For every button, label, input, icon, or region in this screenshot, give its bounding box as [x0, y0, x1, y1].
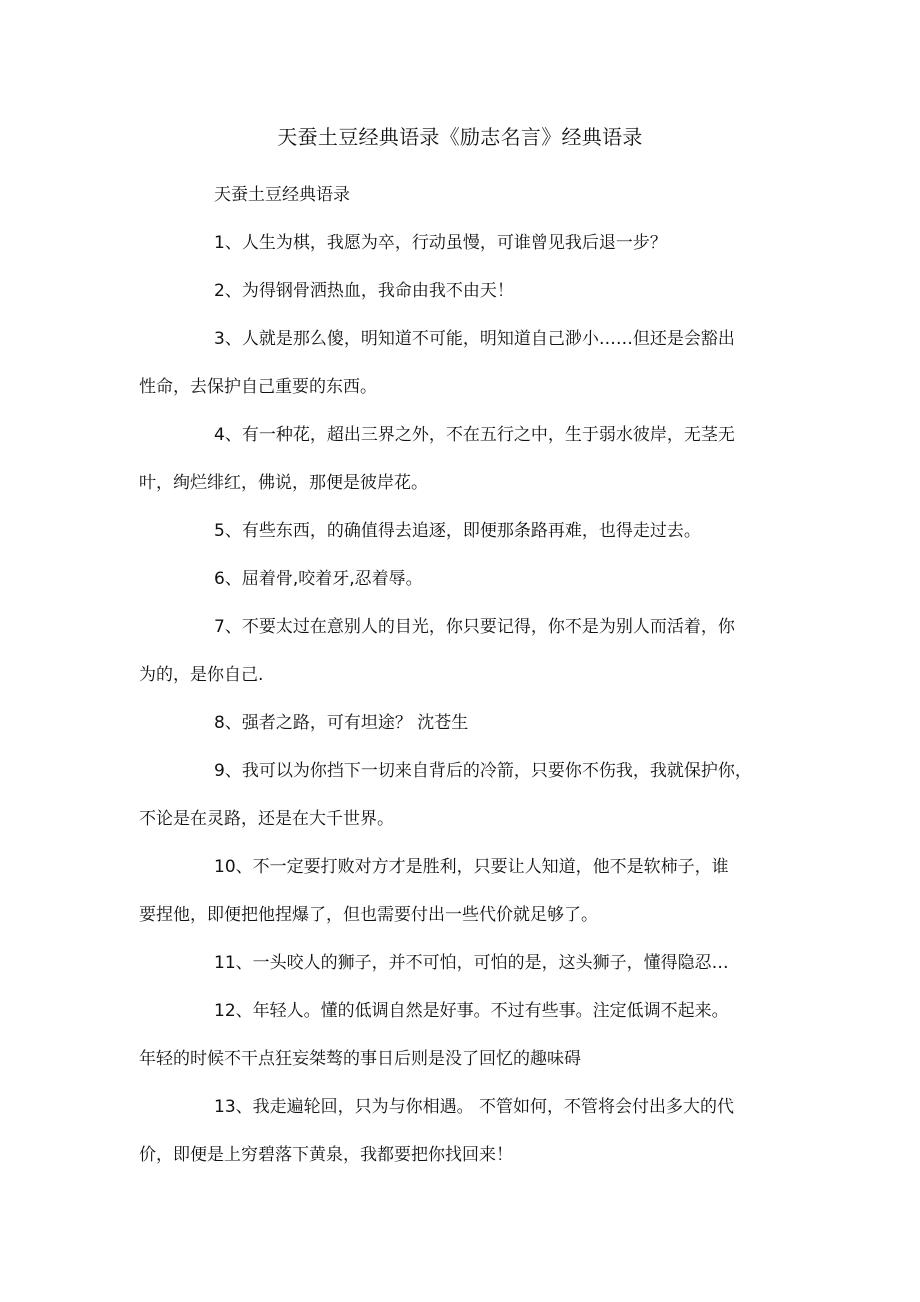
quote-7-line-1: 7、不要太过在意别人的目光，你只要记得，你不是为别人而活着，你 [214, 617, 735, 637]
quote-11: 11、一头咬人的狮子，并不可怕，可怕的是，这头狮子，懂得隐忍… [214, 953, 729, 973]
document-body [139, 171, 799, 1179]
quote-12-line-2: 年轻的时候不干点狂妄桀骜的事日后则是没了回忆的趣味碍 [139, 1049, 581, 1069]
quote-4-line-1: 4、有一种花，超出三界之外，不在五行之中，生于弱水彼岸，无茎无 [214, 425, 735, 445]
quote-5: 5、有些东西，的确值得去追逐，即便那条路再难，也得走过去。 [214, 521, 701, 541]
quote-9-line-2: 不论是在灵路，还是在大千世界。 [139, 809, 394, 829]
subtitle: 天蚕土豆经典语录 [214, 185, 350, 205]
quote-6: 6、屈着骨,咬着牙,忍着辱。 [214, 569, 423, 589]
quote-9-line-1: 9、我可以为你挡下一切来自背后的冷箭，只要你不伤我，我就保护你， [214, 761, 752, 781]
quote-10-line-1: 10、不一定要打败对方才是胜利，只要让人知道，他不是软柿子，谁 [214, 857, 729, 877]
quote-3-line-1: 3、人就是那么傻，明知道不可能，明知道自己渺小……但还是会豁出 [214, 329, 735, 349]
quote-3-line-2: 性命，去保护自己重要的东西。 [139, 377, 377, 397]
quote-4-line-2: 叶，绚烂绯红，佛说，那便是彼岸花。 [139, 473, 428, 493]
quote-10-line-2: 要捏他，即便把他捏爆了，但也需要付出一些代价就足够了。 [139, 905, 598, 925]
quote-2: 2、为得钢骨洒热血，我命由我不由天！ [214, 281, 514, 301]
quote-13-line-2: 价，即便是上穷碧落下黄泉，我都要把你找回来！ [139, 1145, 513, 1165]
quote-12-line-1: 12、年轻人。懂的低调自然是好事。不过有些事。注定低调不起来。 [214, 1001, 729, 1021]
quote-1: 1、人生为棋，我愿为卒，行动虽慢，可谁曾见我后退一步？ [214, 233, 667, 253]
quote-8: 8、强者之路，可有坦途？ 沈苍生 [214, 713, 469, 733]
document-title: 天蚕土豆经典语录《励志名言》经典语录 [277, 125, 643, 149]
quote-13-line-1: 13、我走遍轮回，只为与你相遇。 不管如何，不管将会付出多大的代 [214, 1097, 735, 1117]
quote-7-line-2: 为的，是你自己. [139, 665, 264, 685]
